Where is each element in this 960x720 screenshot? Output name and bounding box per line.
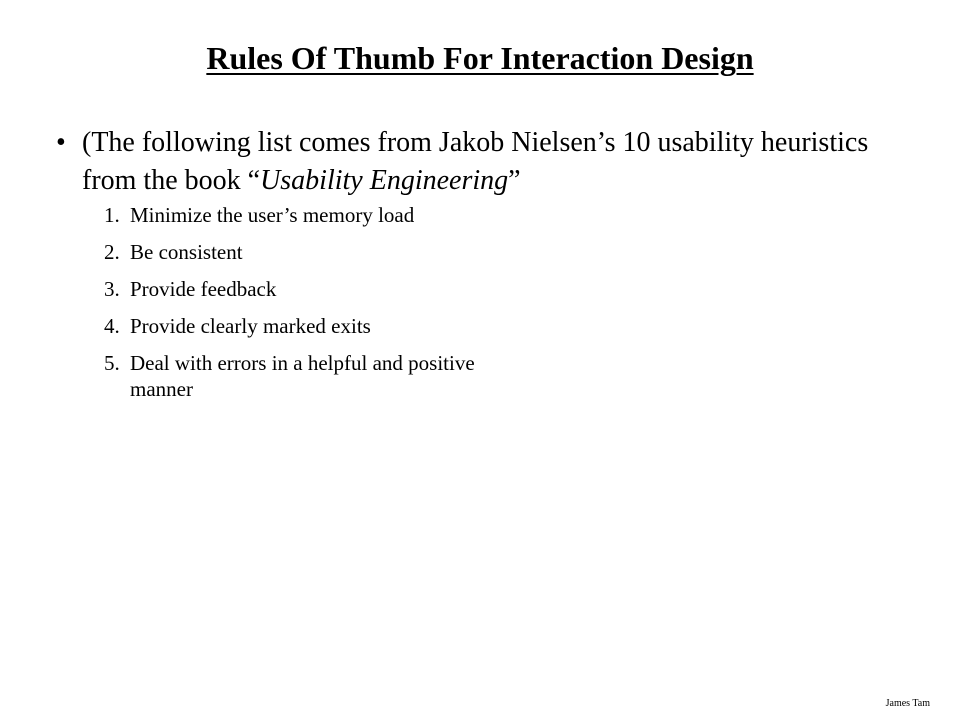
list-item-number: 2. [104,240,120,264]
list-item-number: 4. [104,314,120,338]
bullet-icon: • [56,127,66,158]
list-item [104,350,524,402]
list-item [104,202,524,228]
book-title: Usability Engineering [260,165,509,196]
list-item-number: 5. [104,351,120,375]
footer-author: James Tam [885,698,930,709]
slide-title: Rules Of Thumb For Interaction Design [206,40,754,76]
list-item [104,313,524,339]
bullet-item [56,124,876,200]
bullet-block [56,124,876,200]
list-item-text: Provide clearly marked exits [130,314,371,338]
list-item-text: Deal with errors in a helpful and positive manner [130,351,475,401]
heuristics-list [104,202,524,413]
list-item-number: 3. [104,277,120,301]
list-item-number: 1. [104,203,120,227]
bullet-text-before: (The following list comes from Jakob Nielsen’s 10 usability heuristics from the book “ [82,127,869,196]
list-item [104,239,524,265]
bullet-text [82,124,876,200]
list-item-text: Be consistent [130,240,243,264]
list-item [104,276,524,302]
list-item-text: Provide feedback [130,277,277,301]
list-item-text: Minimize the user’s memory load [130,203,415,227]
bullet-text-after: ” [508,165,521,196]
